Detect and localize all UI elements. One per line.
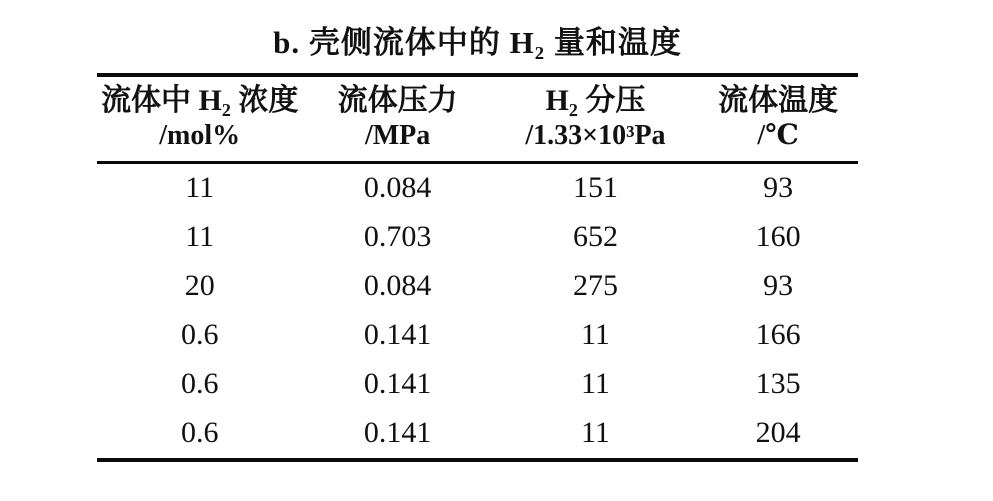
cell-partial-pressure: 151 [572,171,618,205]
header-unit: /mol% [159,119,241,151]
cell-partial-pressure: 275 [572,269,618,303]
cell-pressure: 0.084 [363,171,432,205]
header-label: H₂ 分压 [545,84,646,118]
cell-pressure: 0.084 [363,269,432,303]
cell-concentration: 0.6 [180,367,219,401]
cell-concentration: 11 [185,220,215,254]
table-body [97,162,858,460]
cell-concentration: 11 [185,171,215,205]
header-unit: /1.33×10³Pa [525,119,666,151]
header-label: 流体中 H₂ 浓度 [101,84,299,118]
table-row [97,360,858,409]
header-fluid-pressure [302,75,492,162]
cell-concentration: 20 [184,269,215,303]
cell-pressure: 0.141 [363,318,432,352]
table-row [97,311,858,360]
header-h2-partial-pressure [493,75,698,162]
table-row [97,409,858,460]
table-header [97,75,858,162]
table-title-container [97,0,858,61]
header-unit: /MPa [364,119,431,151]
cell-pressure: 0.703 [363,220,432,254]
cell-concentration: 0.6 [180,318,219,352]
table-row [97,262,858,311]
cell-partial-pressure: 11 [581,318,610,352]
table-title: b. 壳侧流体中的 H₂ 量和温度 [273,25,682,60]
cell-temperature: 93 [763,269,794,303]
cell-partial-pressure: 11 [581,416,610,450]
cell-temperature: 166 [755,318,801,352]
cell-temperature: 135 [755,367,801,401]
header-label: 流体压力 [337,84,458,118]
header-row [97,75,858,162]
table-row [97,162,858,213]
cell-temperature: 93 [763,171,794,205]
cell-pressure: 0.141 [363,416,432,450]
cell-pressure: 0.141 [363,367,432,401]
header-unit: /℃ [757,119,799,151]
table-row [97,213,858,262]
cell-partial-pressure: 11 [581,367,610,401]
cell-temperature: 160 [755,220,801,254]
header-label: 流体温度 [718,84,839,118]
shell-side-fluid-table [97,73,858,461]
header-fluid-temperature [698,75,858,162]
cell-partial-pressure: 652 [572,220,618,254]
header-h2-concentration [97,75,302,162]
cell-temperature: 204 [755,416,801,450]
cell-concentration: 0.6 [180,416,219,450]
